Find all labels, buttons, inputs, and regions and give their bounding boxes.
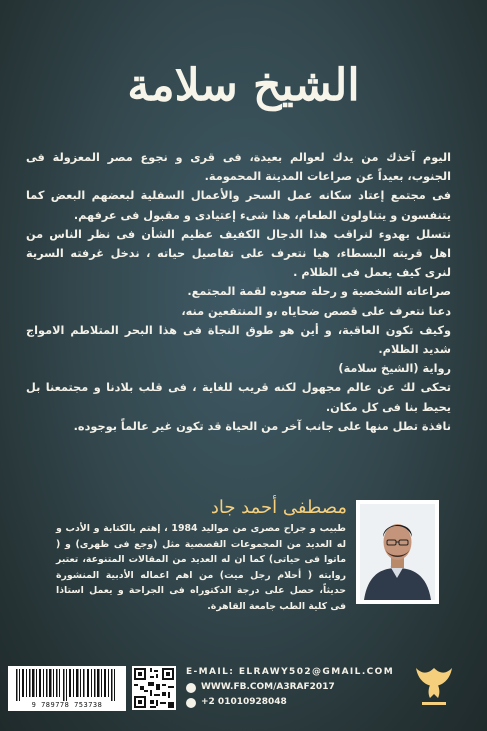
- blurb-paragraph: صراعاته الشخصية و رحلة صعوده لقمة المجتمع.: [187, 285, 451, 299]
- blurb-paragraph: فى مجتمع إعتاد سكانه عمل السحر والأعمال السفلية لبعضهم البعض كما يتنفسون و يتناولون الطعام، هذا شىء إعتيادى و مقبول فى عرفهم.: [26, 189, 451, 222]
- isbn-barcode: [8, 666, 126, 711]
- contact-info: [186, 665, 394, 710]
- blurb-paragraph: اليوم آخذك من يدك لعوالم بعيدة، فى قرى و نجوع مصر المعزولة فى الجنوب، بعيداً عن صراعات المدينة المحمومة.: [26, 151, 451, 184]
- publisher-logo: [408, 662, 460, 714]
- facebook-link[interactable]: WWW.FB.COM/A3RAF2017: [201, 682, 335, 692]
- blurb-paragraph: تحكى لك عن عالم مجهول لكنه قريب للغاية ، فى قلب بلادنا و مجتمعنا بل يحيط بنا فى كل مكان.: [26, 381, 451, 414]
- phone-icon: [186, 698, 196, 708]
- isbn-number: 9 789778 753738: [31, 701, 103, 709]
- blurb: [26, 148, 451, 436]
- email-text[interactable]: E-MAIL: ELRAWY502@GMAIL.COM: [186, 667, 395, 677]
- author-bio: طبيب و جراح مصرى من مواليد 1984 ، إهتم بالكتابة و الأدب و له العديد من المجموعات القصصية مثل (وجع فى ظهرى) و ( ماتوا فى حياتى) كما ان له العديد من المقالات المتنوعة، تعتبر روايته ( أحلام رجل ميت) من اهم اعماله الأدبية المنشورة حديثاً، حصل على درجة الدكتوراه فى الجراحة و يعمل استاذا فى كلية الطب جامعة القاهرة.: [56, 523, 346, 612]
- blurb-paragraph: رواية (الشيخ سلامة): [338, 362, 451, 376]
- author-photo-frame: [356, 500, 439, 604]
- blurb-paragraph: نافذة تطل منها على جانب آخر من الحياة قد تكون غير عالماً بوجوده.: [73, 419, 451, 433]
- facebook-icon: [186, 683, 196, 693]
- blurb-paragraph: دعنا نتعرف على قصص ضحاياه ،و المنتفعين منه،: [181, 304, 451, 318]
- phone-number[interactable]: +2 01010928048: [201, 697, 287, 707]
- author-photo: [360, 504, 435, 600]
- blurb-paragraph: نتسلل بهدوء لنراقب هذا الدجال الكفيف عظيم الشأن فى نظر الناس من اهل قريته البسطاء، هيا نتعرف على تفاصيل حياته ، ندخل غرفته السرية لنرى كيف يعمل فى الظلام .: [26, 227, 451, 280]
- qr-code: [132, 666, 176, 710]
- blurb-paragraph: وكيف تكون العاقبة، و أين هو طوق النجاة فى هذا البحر المتلاطم الامواج شديد الظلام.: [26, 323, 451, 357]
- book-title: الشيخ سلامة: [127, 60, 360, 111]
- author-name: مصطفى أحمد جاد: [210, 497, 347, 518]
